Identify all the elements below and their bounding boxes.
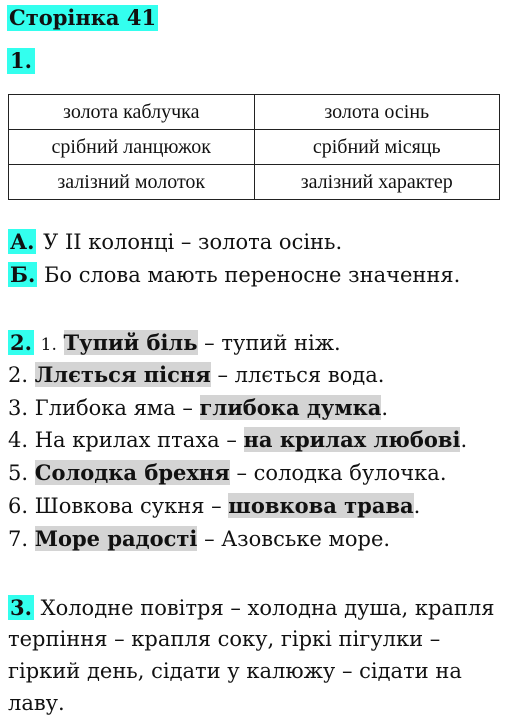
item-end: . [381, 396, 389, 420]
answer-b [8, 259, 460, 291]
task-3-number: 3. [10, 595, 32, 620]
task3-line-1 [8, 592, 523, 624]
task3-line-3: гіркий день, сідати у калюжу – сідати на [8, 659, 462, 683]
item-end: . [413, 494, 421, 518]
task2-item-5 [8, 457, 447, 489]
task3-line-4: лаву. [8, 691, 65, 715]
item-plain: На крилах птаха – [34, 428, 244, 452]
task2-item-3 [8, 392, 388, 424]
table-cell: залізний характер [254, 165, 500, 200]
table-row [9, 130, 500, 165]
answer-b-label: Б. [10, 262, 36, 287]
item-rest: – ллється вода. [210, 363, 385, 387]
highlighted-phrase: Море радості [34, 526, 198, 551]
item-rest: – Азовське море. [197, 527, 391, 551]
word-table [8, 94, 500, 200]
item-end: . [460, 428, 468, 452]
item-number: 7. [8, 527, 29, 551]
table-cell: золота каблучка [9, 95, 255, 130]
answer-a [8, 226, 342, 258]
table-row [9, 165, 500, 200]
task-1-number: 1. [7, 48, 35, 74]
table-cell: золота осінь [254, 95, 500, 130]
highlighted-phrase: Ллється пісня [34, 362, 211, 387]
task3-line-2: терпіння – крапля соку, гіркі пігулки – [8, 627, 441, 651]
item-number: 5. [8, 461, 29, 485]
task2-item-4 [8, 424, 467, 456]
highlighted-phrase: шовкова трава [228, 493, 414, 518]
highlighted-phrase: на крилах любові [243, 427, 461, 452]
answer-a-label: А. [10, 229, 35, 254]
answer-b-text: Бо слова мають переносне значення. [37, 263, 461, 287]
task-2-number: 2. [10, 330, 32, 355]
task2-item-2 [8, 359, 384, 391]
item-plain: Глибока яма – [34, 396, 200, 420]
task2-item-7 [8, 523, 390, 555]
highlighted-phrase: Тупий біль [63, 330, 198, 355]
answer-a-text: У II колонці – золота осінь. [36, 230, 343, 254]
page-title: Сторінка 41 [9, 5, 157, 30]
item-rest: – солодка булочка. [229, 461, 447, 485]
table-cell: срібний ланцюжок [9, 130, 255, 165]
task3-text: Холодне повітря – холодна душа, крапля [33, 596, 495, 620]
item-rest: – тупий ніж. [197, 331, 341, 355]
table-row [9, 95, 500, 130]
table-cell: залізний молоток [9, 165, 255, 200]
item-number: 3. [8, 396, 29, 420]
highlighted-phrase: глибока думка [199, 395, 382, 420]
item-number: 4. [8, 428, 29, 452]
item-number: 6. [8, 494, 29, 518]
task2-item-1 [8, 327, 341, 361]
item-plain: Шовкова сукня – [34, 494, 229, 518]
task2-item-6 [8, 490, 420, 522]
item-number: 1. [40, 335, 57, 355]
highlighted-phrase: Солодка брехня [34, 460, 230, 485]
item-number: 2. [8, 363, 29, 387]
table-cell: срібний місяць [254, 130, 500, 165]
